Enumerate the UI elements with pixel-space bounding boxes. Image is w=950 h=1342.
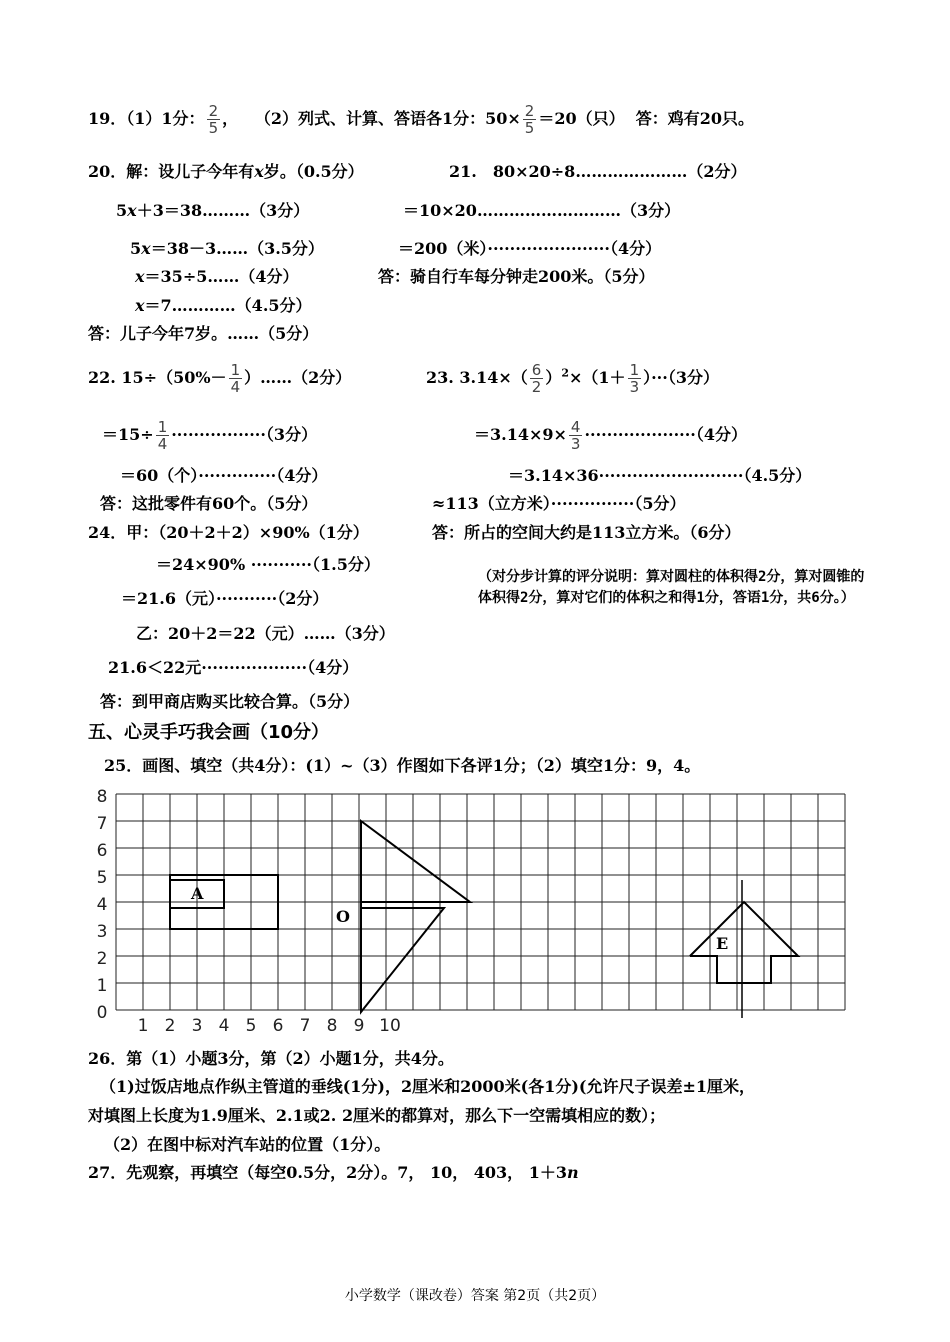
x-axis-labels xyxy=(138,1016,401,1036)
q20-line-6: 答：儿子今年7岁。……（5分） xyxy=(88,324,319,343)
label-e: E xyxy=(716,934,729,953)
x-label: 10 xyxy=(379,1016,401,1036)
q22-line-1: 22. 15÷（50%－ $\frac{1}{4}$ ）……（2分） xyxy=(88,361,352,396)
x-label: 2 xyxy=(164,1016,176,1036)
q22-line-2: ＝15÷ $\frac{1}{4}$ ·················（3分） xyxy=(102,418,318,453)
page-footer: 小学数学（课改卷）答案 第2页（共2页） xyxy=(344,1288,606,1304)
label-a: A xyxy=(191,884,204,903)
x-label: 6 xyxy=(272,1016,284,1036)
x-label: 3 xyxy=(191,1016,203,1036)
x-label: 7 xyxy=(299,1016,311,1036)
q19-line: 19．（1）1分： $\frac{2}{5}$ ， （2）列式、计算、答语各1分：50× $\frac{2}{5}$ ＝20（只） 答：鸡有20只。 xyxy=(88,102,755,137)
q24-line-6: 答：到甲商店购买比较合算。（5分） xyxy=(100,692,360,711)
q20-line-5: x＝7…………（4.5分） xyxy=(135,296,312,315)
y-label: 2 xyxy=(96,949,108,969)
x-label: 8 xyxy=(326,1016,338,1036)
y-axis-labels xyxy=(97,787,108,1023)
y-label: 4 xyxy=(96,895,108,915)
fraction: $\frac{2}{5}$ xyxy=(524,102,535,137)
q27-line: 27．先观察，再填空（每空0.5分，2分）。7， 10， 403， 1＋3n xyxy=(88,1163,579,1182)
y-label: 7 xyxy=(96,814,108,834)
q25-line: 25．画图、填空（共4分）：(1）~（3）作图如下各评1分；（2）填空1分：9，4。 xyxy=(104,756,701,775)
q21-line-3: ＝200（米）······················（4分） xyxy=(398,239,662,258)
q23-line-1: 23. 3.14×（ $\frac{6}{2}$ ）$^2$×（1＋ $\frac{1}{3}$ ）···（3分） xyxy=(426,361,719,396)
q26-line-1: 26．第（1）小题3分，第（2）小题1分，共4分。 xyxy=(88,1049,454,1068)
x-label: 9 xyxy=(353,1016,365,1036)
label-o: O xyxy=(336,907,350,926)
q24-line-5: 21.6＜22元···················（4分） xyxy=(108,658,359,677)
section-heading: 五、心灵手巧我会画（10分） xyxy=(88,722,330,743)
x-label: 4 xyxy=(218,1016,230,1036)
q24-line-3: ＝21.6（元）···········（2分） xyxy=(121,589,329,608)
q20-line-4: x＝35÷5……（4分） xyxy=(135,267,299,286)
q21-line-4: 答：骑自行车每分钟走200米。（5分） xyxy=(378,267,655,286)
fraction: $\frac{1}{3}$ xyxy=(629,361,640,396)
x-label: 1 xyxy=(137,1016,149,1036)
y-label: 8 xyxy=(96,787,108,807)
q21-line-2: ＝10×20………………………（3分） xyxy=(403,201,681,220)
fraction: $\frac{4}{3}$ xyxy=(570,418,581,453)
fraction: $\frac{2}{5}$ xyxy=(208,102,219,137)
x-label: 5 xyxy=(245,1016,257,1036)
q20-line-1: 20．解：设儿子今年有x岁。（0.5分） xyxy=(88,162,364,181)
q23-line-2: ＝3.14×9× $\frac{4}{3}$ ····················（4分） xyxy=(474,418,748,453)
y-label: 5 xyxy=(96,868,108,888)
q26-line-3: 对填图上长度为1.9厘米、2.1或2. 2厘米的都算对，那么下一空需填相应的数）； xyxy=(88,1106,666,1125)
q23-line-4: ≈113（立方米）···············（5分） xyxy=(432,494,686,513)
scoring-note: （对分步计算的评分说明：算对圆柱的体积得2分，算对圆锥的体积得2分，算对它们的体积之和得1分，答语1分，共6分。） xyxy=(478,569,865,606)
y-label: 3 xyxy=(96,922,108,942)
arrow-figure xyxy=(690,880,798,1018)
q20-line-3: 5x＝38－3……（3.5分） xyxy=(130,239,324,258)
grid-lines xyxy=(116,794,845,1010)
y-label: 1 xyxy=(96,976,108,996)
y-label: 6 xyxy=(96,841,108,861)
q21-line-1: 21. 80×20÷8…………………（2分） xyxy=(449,162,747,181)
q24-line-2: ＝24×90% ···········（1.5分） xyxy=(156,555,380,574)
fraction: $\frac{1}{4}$ xyxy=(230,361,241,396)
q23-line-5: 答：所占的空间大约是113立方米。（6分） xyxy=(432,523,741,542)
q23-line-3: ＝3.14×36··························（4.5分） xyxy=(508,466,812,485)
q22-line-4: 答：这批零件有60个。（5分） xyxy=(100,494,318,513)
fraction: $\frac{1}{4}$ xyxy=(157,418,168,453)
q22-line-3: ＝60（个）··············（4分） xyxy=(120,466,328,485)
q24-line-4: 乙：20＋2＝22（元）……（3分） xyxy=(136,624,395,643)
q26-line-2: （1)过饭店地点作纵主管道的垂线(1分)，2厘米和2000米(各1分)(允许尺子误差±1厘米， xyxy=(100,1077,756,1096)
q20-line-2: 5x＋3＝38………（3分） xyxy=(116,201,310,220)
q26-line-4: （2）在图中标对汽车站的位置（1分）。 xyxy=(104,1135,391,1154)
fraction: $\frac{6}{2}$ xyxy=(531,361,542,396)
q24-line-1: 24．甲：（20＋2＋2）×90%（1分） xyxy=(88,523,369,542)
y-label: 0 xyxy=(96,1003,108,1023)
